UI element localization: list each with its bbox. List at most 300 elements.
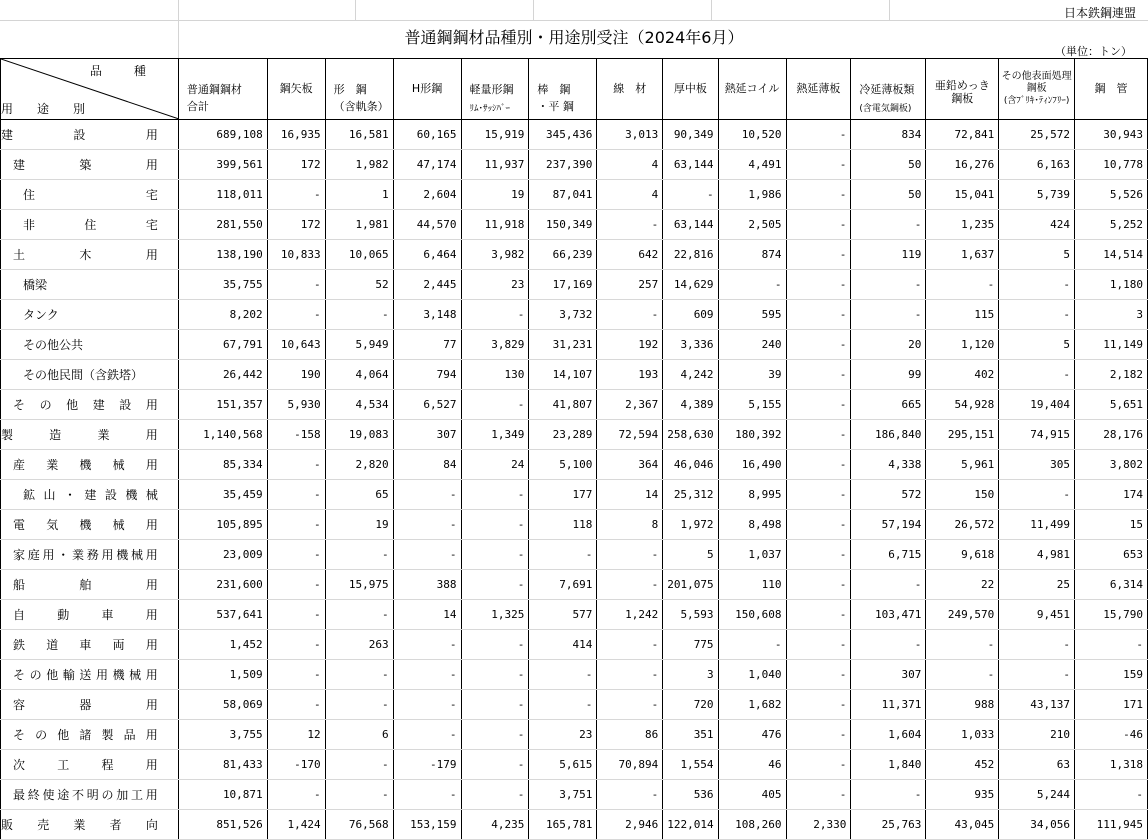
value-cell: 2,445 (393, 270, 461, 300)
value-cell: 25,572 (999, 120, 1075, 150)
value-cell: 58,069 (178, 690, 267, 720)
value-cell: 72,594 (597, 420, 663, 450)
value-cell: 9,451 (999, 600, 1075, 630)
value-cell: 150,349 (529, 210, 597, 240)
value-cell: 8,995 (718, 480, 786, 510)
value-cell: - (786, 600, 851, 630)
table-row (1, 300, 1148, 330)
value-cell: 5,651 (1075, 390, 1148, 420)
value-cell: 111,945 (1075, 810, 1148, 840)
value-cell: 414 (529, 630, 597, 660)
value-cell: 130 (461, 360, 529, 390)
value-cell: 3,755 (178, 720, 267, 750)
value-cell: 6,464 (393, 240, 461, 270)
value-cell: 1,120 (926, 330, 999, 360)
value-cell: 11,937 (461, 150, 529, 180)
table-row (1, 570, 1148, 600)
value-cell: 201,075 (663, 570, 718, 600)
value-cell: 150 (926, 480, 999, 510)
value-cell: 87,041 (529, 180, 597, 210)
column-header: 亜鉛めっき 鋼板 (926, 59, 999, 120)
value-cell: 3 (1075, 300, 1148, 330)
row-label: 鉱 山 ・ 建 設 機 械 (1, 480, 179, 510)
row-label: 船 舶 用 (1, 570, 179, 600)
value-cell: 72,841 (926, 120, 999, 150)
value-cell: - (267, 780, 325, 810)
row-label: 次 工 程 用 (1, 750, 179, 780)
value-cell: - (786, 750, 851, 780)
value-cell: 5 (999, 240, 1075, 270)
table-row (1, 660, 1148, 690)
value-cell: 295,151 (926, 420, 999, 450)
value-cell: 4,242 (663, 360, 718, 390)
value-cell: - (786, 150, 851, 180)
value-cell: 3,829 (461, 330, 529, 360)
value-cell: - (461, 570, 529, 600)
value-cell: 3,982 (461, 240, 529, 270)
value-cell: 16,581 (325, 120, 393, 150)
value-cell: - (267, 600, 325, 630)
value-cell: - (851, 570, 926, 600)
value-cell: - (786, 660, 851, 690)
value-cell: 19 (325, 510, 393, 540)
value-cell: 364 (597, 450, 663, 480)
value-cell: 2,820 (325, 450, 393, 480)
value-cell: 159 (1075, 660, 1148, 690)
value-cell: 14,107 (529, 360, 597, 390)
value-cell: 258,630 (663, 420, 718, 450)
value-cell: - (786, 390, 851, 420)
value-cell: 23,289 (529, 420, 597, 450)
row-label: 建 設 用 (1, 120, 179, 150)
value-cell: - (597, 210, 663, 240)
value-cell: 16,935 (267, 120, 325, 150)
value-cell: 210 (999, 720, 1075, 750)
value-cell: - (718, 270, 786, 300)
value-cell: 26,442 (178, 360, 267, 390)
value-cell: 74,915 (999, 420, 1075, 450)
value-cell: 399,561 (178, 150, 267, 180)
value-cell: 1,037 (718, 540, 786, 570)
table-row (1, 360, 1148, 390)
value-cell: 23 (461, 270, 529, 300)
value-cell: - (851, 780, 926, 810)
table-row (1, 240, 1148, 270)
value-cell: 1,318 (1075, 750, 1148, 780)
row-label: 容 器 用 (1, 690, 179, 720)
value-cell: - (851, 210, 926, 240)
value-cell: 151,357 (178, 390, 267, 420)
value-cell: 22 (926, 570, 999, 600)
value-cell: - (267, 480, 325, 510)
value-cell: - (786, 450, 851, 480)
value-cell: 23 (529, 720, 597, 750)
value-cell: 54,928 (926, 390, 999, 420)
value-cell: 1,180 (1075, 270, 1148, 300)
value-cell: - (786, 120, 851, 150)
value-cell: 6 (325, 720, 393, 750)
value-cell: 1,840 (851, 750, 926, 780)
value-cell: - (325, 300, 393, 330)
orders-table (0, 58, 1148, 840)
value-cell: - (267, 270, 325, 300)
value-cell: 174 (1075, 480, 1148, 510)
value-cell: - (393, 540, 461, 570)
value-cell: 35,459 (178, 480, 267, 510)
value-cell: - (786, 780, 851, 810)
row-label: 自 動 車 用 (1, 600, 179, 630)
value-cell: - (786, 360, 851, 390)
value-cell: 15,919 (461, 120, 529, 150)
value-cell: 41,807 (529, 390, 597, 420)
value-cell: 424 (999, 210, 1075, 240)
value-cell: 10,065 (325, 240, 393, 270)
value-cell: - (786, 690, 851, 720)
value-cell: 25,312 (663, 480, 718, 510)
value-cell: 24 (461, 450, 529, 480)
value-cell: 10,833 (267, 240, 325, 270)
value-cell: 1,637 (926, 240, 999, 270)
value-cell: 8,202 (178, 300, 267, 330)
row-label: その他公共 (1, 330, 179, 360)
table-row (1, 210, 1148, 240)
value-cell: 2,182 (1075, 360, 1148, 390)
value-cell: - (461, 750, 529, 780)
value-cell: - (325, 600, 393, 630)
value-cell: - (663, 180, 718, 210)
value-cell: 5,100 (529, 450, 597, 480)
value-cell: 6,715 (851, 540, 926, 570)
value-cell: 263 (325, 630, 393, 660)
value-cell: 1,982 (325, 150, 393, 180)
value-cell: 90,349 (663, 120, 718, 150)
value-cell: 10,871 (178, 780, 267, 810)
table-row (1, 780, 1148, 810)
value-cell: 25,763 (851, 810, 926, 840)
column-header: 線 材 (597, 59, 663, 120)
column-header: 冷延薄板類 (含電気鋼板) (851, 59, 926, 120)
value-cell: 6,527 (393, 390, 461, 420)
value-cell: 4,491 (718, 150, 786, 180)
row-label: 製 造 業 用 (1, 420, 179, 450)
value-cell: - (786, 180, 851, 210)
column-header: 熱延コイル (718, 59, 786, 120)
value-cell: 14 (393, 600, 461, 630)
value-cell: - (267, 570, 325, 600)
value-cell: 665 (851, 390, 926, 420)
value-cell: 43,137 (999, 690, 1075, 720)
value-cell: 307 (393, 420, 461, 450)
value-cell: - (999, 270, 1075, 300)
value-cell: 118,011 (178, 180, 267, 210)
value-cell: - (529, 660, 597, 690)
row-label: そ の 他 輸 送 用 機 械 用 (1, 660, 179, 690)
value-cell: - (325, 750, 393, 780)
value-cell: 11,149 (1075, 330, 1148, 360)
value-cell: 1,140,568 (178, 420, 267, 450)
value-cell: - (1075, 630, 1148, 660)
value-cell: 7,691 (529, 570, 597, 600)
value-cell: 609 (663, 300, 718, 330)
value-cell: 105,895 (178, 510, 267, 540)
value-cell: - (393, 660, 461, 690)
table-row (1, 720, 1148, 750)
value-cell: - (597, 540, 663, 570)
value-cell: 44,570 (393, 210, 461, 240)
row-label: 鉄 道 車 両 用 (1, 630, 179, 660)
value-cell: - (786, 540, 851, 570)
value-cell: 1,033 (926, 720, 999, 750)
value-cell: 4,235 (461, 810, 529, 840)
value-cell: 1,986 (718, 180, 786, 210)
value-cell: 5,949 (325, 330, 393, 360)
value-cell: - (786, 720, 851, 750)
value-cell: - (926, 270, 999, 300)
value-cell: 16,490 (718, 450, 786, 480)
value-cell: 46 (718, 750, 786, 780)
value-cell: 257 (597, 270, 663, 300)
value-cell: 307 (851, 660, 926, 690)
value-cell: 20 (851, 330, 926, 360)
value-cell: - (267, 690, 325, 720)
value-cell: 63,144 (663, 210, 718, 240)
value-cell: 50 (851, 180, 926, 210)
gridline (533, 0, 534, 20)
value-cell: 1,972 (663, 510, 718, 540)
value-cell: 19,083 (325, 420, 393, 450)
value-cell: 537,641 (178, 600, 267, 630)
value-cell: 119 (851, 240, 926, 270)
value-cell: 57,194 (851, 510, 926, 540)
value-cell: 85,334 (178, 450, 267, 480)
value-cell: 1,682 (718, 690, 786, 720)
value-cell: - (461, 390, 529, 420)
value-cell: 5,739 (999, 180, 1075, 210)
value-cell: - (718, 630, 786, 660)
value-cell: 775 (663, 630, 718, 660)
value-cell: 31,231 (529, 330, 597, 360)
value-cell: 5,155 (718, 390, 786, 420)
value-cell: 63,144 (663, 150, 718, 180)
value-cell: 15,790 (1075, 600, 1148, 630)
row-label: その他民間（含鉄塔） (1, 360, 179, 390)
organization-name: 日本鉄鋼連盟 (1063, 6, 1136, 20)
value-cell: 172 (267, 150, 325, 180)
value-cell: 150,608 (718, 600, 786, 630)
value-cell: - (926, 660, 999, 690)
value-cell: 4,338 (851, 450, 926, 480)
value-cell: 99 (851, 360, 926, 390)
value-cell: 572 (851, 480, 926, 510)
value-cell: - (393, 480, 461, 510)
value-cell: 3,751 (529, 780, 597, 810)
value-cell: 1 (325, 180, 393, 210)
value-cell: 1,452 (178, 630, 267, 660)
value-cell: 4 (597, 180, 663, 210)
value-cell: 1,349 (461, 420, 529, 450)
value-cell: 34,056 (999, 810, 1075, 840)
value-cell: 237,390 (529, 150, 597, 180)
table-row (1, 150, 1148, 180)
value-cell: 5,252 (1075, 210, 1148, 240)
value-cell: - (999, 630, 1075, 660)
value-cell: 190 (267, 360, 325, 390)
value-cell: - (267, 180, 325, 210)
value-cell: - (786, 420, 851, 450)
value-cell: 2,505 (718, 210, 786, 240)
value-cell: - (529, 540, 597, 570)
value-cell: - (267, 300, 325, 330)
value-cell: 2,330 (786, 810, 851, 840)
column-header: 鋼矢板 (267, 59, 325, 120)
value-cell: 6,314 (1075, 570, 1148, 600)
value-cell: 874 (718, 240, 786, 270)
table-row (1, 270, 1148, 300)
value-cell: 4,389 (663, 390, 718, 420)
value-cell: 171 (1075, 690, 1148, 720)
value-cell: 17,169 (529, 270, 597, 300)
column-header: 厚中板 (663, 59, 718, 120)
value-cell: 138,190 (178, 240, 267, 270)
column-header: H形鋼 (393, 59, 461, 120)
value-cell: 345,436 (529, 120, 597, 150)
value-cell: - (325, 660, 393, 690)
value-cell: 2,946 (597, 810, 663, 840)
value-cell: - (597, 300, 663, 330)
value-cell: - (325, 780, 393, 810)
value-cell: - (999, 660, 1075, 690)
value-cell: 988 (926, 690, 999, 720)
value-cell: 2,604 (393, 180, 461, 210)
value-cell: 165,781 (529, 810, 597, 840)
value-cell: 180,392 (718, 420, 786, 450)
value-cell: - (267, 660, 325, 690)
value-cell: - (393, 690, 461, 720)
value-cell: 35,755 (178, 270, 267, 300)
value-cell: 5,930 (267, 390, 325, 420)
value-cell: - (1075, 780, 1148, 810)
table-row (1, 630, 1148, 660)
value-cell: 851,526 (178, 810, 267, 840)
value-cell: 153,159 (393, 810, 461, 840)
value-cell: 5,615 (529, 750, 597, 780)
use-axis-label: 用 途 別 (1, 102, 92, 116)
value-cell: 122,014 (663, 810, 718, 840)
value-cell: 720 (663, 690, 718, 720)
table-row (1, 120, 1148, 150)
value-cell: 118 (529, 510, 597, 540)
value-cell: 6,163 (999, 150, 1075, 180)
column-header: 形 鋼 （含軌条） (325, 59, 393, 120)
value-cell: 388 (393, 570, 461, 600)
gridline (0, 20, 1148, 21)
value-cell: 3,013 (597, 120, 663, 150)
table-row (1, 510, 1148, 540)
value-cell: 5 (999, 330, 1075, 360)
value-cell: 115 (926, 300, 999, 330)
value-cell: 405 (718, 780, 786, 810)
value-cell: 351 (663, 720, 718, 750)
page-title: 普通鋼鋼材品種別・用途別受注（2024年6月） (404, 28, 744, 47)
value-cell: - (325, 540, 393, 570)
value-cell: - (461, 660, 529, 690)
value-cell: - (786, 330, 851, 360)
row-label: 電 気 機 械 用 (1, 510, 179, 540)
column-header: 普通鋼鋼材 合計 (178, 59, 267, 120)
row-label: タンク (1, 300, 179, 330)
value-cell: 689,108 (178, 120, 267, 150)
value-cell: - (393, 780, 461, 810)
value-cell: 16,276 (926, 150, 999, 180)
value-cell: 26,572 (926, 510, 999, 540)
value-cell: - (597, 780, 663, 810)
value-cell: 794 (393, 360, 461, 390)
value-cell: - (851, 300, 926, 330)
value-cell: - (393, 510, 461, 540)
value-cell: 186,840 (851, 420, 926, 450)
value-cell: - (786, 570, 851, 600)
value-cell: 12 (267, 720, 325, 750)
value-cell: 231,600 (178, 570, 267, 600)
value-cell: 177 (529, 480, 597, 510)
value-cell: - (461, 540, 529, 570)
table-row (1, 180, 1148, 210)
value-cell: 281,550 (178, 210, 267, 240)
value-cell: 595 (718, 300, 786, 330)
value-cell: - (597, 690, 663, 720)
value-cell: - (393, 630, 461, 660)
value-cell: 50 (851, 150, 926, 180)
row-label: 販 売 業 者 向 (1, 810, 179, 840)
value-cell: 1,981 (325, 210, 393, 240)
value-cell: 47,174 (393, 150, 461, 180)
gridline (889, 0, 890, 20)
value-cell: 60,165 (393, 120, 461, 150)
value-cell: - (786, 480, 851, 510)
value-cell: - (267, 630, 325, 660)
column-header: その他表面処理鋼板 (含ﾌﾞﾘｷ･ﾃｨﾝﾌﾘｰ) (999, 59, 1075, 120)
value-cell: 28,176 (1075, 420, 1148, 450)
column-header: 熱延薄板 (786, 59, 851, 120)
value-cell: - (597, 660, 663, 690)
row-label: 非 住 宅 (1, 210, 179, 240)
value-cell: - (999, 300, 1075, 330)
table-row (1, 450, 1148, 480)
value-cell: - (393, 720, 461, 750)
value-cell: 240 (718, 330, 786, 360)
value-cell: - (461, 690, 529, 720)
header-row (1, 59, 1148, 120)
value-cell: 52 (325, 270, 393, 300)
value-cell: 305 (999, 450, 1075, 480)
value-cell: - (461, 780, 529, 810)
value-cell: - (926, 630, 999, 660)
value-cell: 77 (393, 330, 461, 360)
table-row (1, 690, 1148, 720)
value-cell: - (786, 300, 851, 330)
corner-header (1, 59, 179, 120)
value-cell: 653 (1075, 540, 1148, 570)
value-cell: - (597, 570, 663, 600)
column-header: 軽量形鋼 ﾘﾑ･ｻｯｼﾊﾞｰ (461, 59, 529, 120)
value-cell: - (786, 510, 851, 540)
value-cell: 3,336 (663, 330, 718, 360)
value-cell: 19 (461, 180, 529, 210)
table-row (1, 390, 1148, 420)
row-label: 家 庭 用 ・ 業 務 用 機 械 用 (1, 540, 179, 570)
value-cell: 14,514 (1075, 240, 1148, 270)
column-header: 棒 鋼 ・平 鋼 (529, 59, 597, 120)
